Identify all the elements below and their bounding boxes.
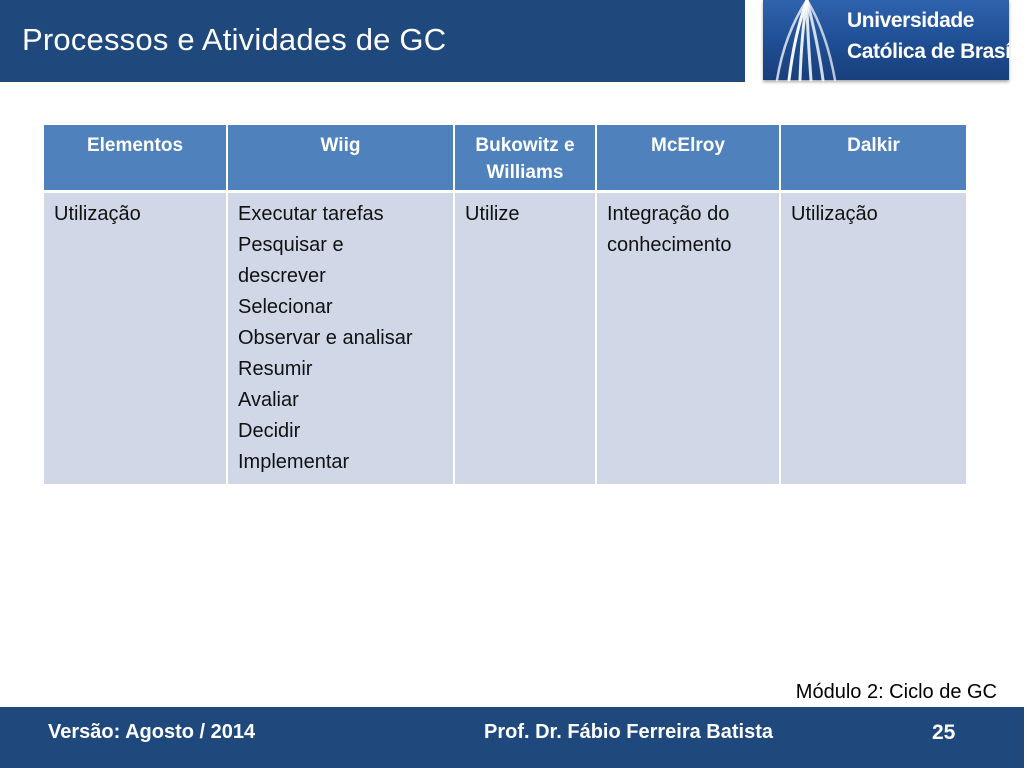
table-header-text: Elementos (86, 135, 184, 156)
footer-bar (0, 707, 1024, 768)
table-cell-text: Observar e analisar (238, 327, 413, 349)
table-header-text: McElroy (651, 135, 725, 156)
comparison-table (44, 125, 966, 484)
table-header-cell (44, 125, 228, 193)
slide-title: Processos e Atividades de GC (22, 22, 447, 57)
cathedral-arches-icon (769, 0, 841, 80)
table-cell-text: Resumir (238, 358, 313, 380)
table-header-cell (597, 125, 781, 193)
table-header-text: Bukowitz e (475, 135, 575, 156)
table-header-row (44, 125, 966, 193)
table-header-text: Wiig (320, 135, 361, 156)
table-cell-text: conhecimento (607, 234, 732, 256)
university-logo (763, 0, 1033, 80)
title-bar (0, 0, 745, 82)
table-cell-text: Avaliar (238, 389, 299, 411)
table-cell-text: Utilize (465, 203, 520, 225)
module-label: Módulo 2: Ciclo de GC (795, 681, 997, 703)
page-number: 25 (932, 721, 956, 744)
table-header-text: Dalkir (847, 135, 900, 156)
table-cell (44, 193, 228, 484)
table-cell-text: Selecionar (238, 296, 333, 318)
table-cell-text: Executar tarefas (238, 203, 384, 225)
logo-text-line1: Universidade (847, 9, 975, 32)
table-header-cell (455, 125, 597, 193)
table-header-text: Williams (486, 162, 564, 183)
table-cell-text: Implementar (238, 451, 350, 473)
footer-author: Prof. Dr. Fábio Ferreira Batista (484, 721, 773, 743)
table-cell-text: Pesquisar e (238, 234, 344, 256)
table-cell-text: descrever (238, 265, 326, 287)
table-cell (228, 193, 455, 484)
table-cell-text: Integração do (607, 203, 730, 225)
table-cell (455, 193, 597, 484)
table-cell-text: Decidir (238, 420, 301, 442)
footer-version: Versão: Agosto / 2014 (48, 721, 256, 743)
table-row (44, 193, 966, 484)
table-header-cell (228, 125, 455, 193)
table-cell-text: Utilização (791, 203, 878, 225)
logo-text-line2: Católica de Brasília (847, 40, 1033, 63)
table-cell (597, 193, 781, 484)
table-cell (781, 193, 966, 484)
table-header-cell (781, 125, 966, 193)
table-cell-text: Utilização (54, 203, 141, 225)
